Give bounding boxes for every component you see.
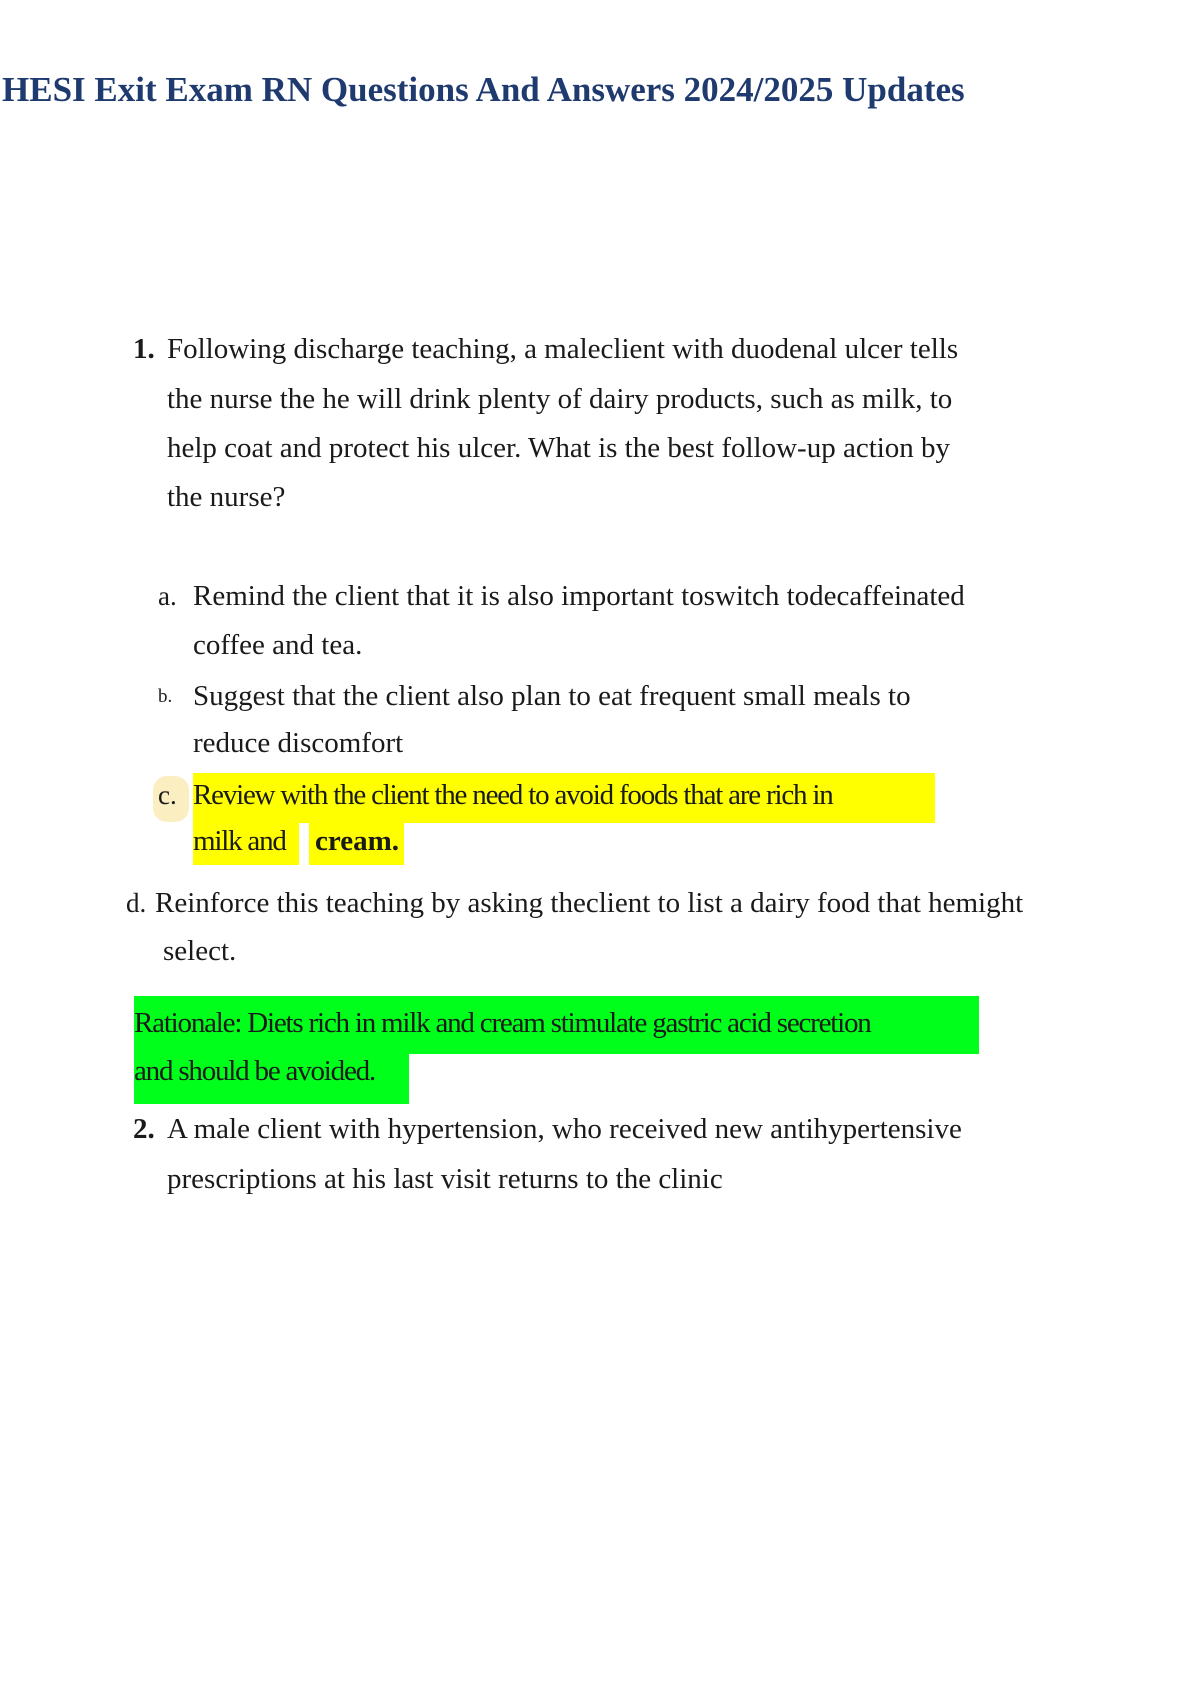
rationale-line-1: Rationale: Diets rich in milk and cream stimulate gastric acid secretion	[134, 1007, 871, 1039]
document-title: HESI Exit Exam RN Questions And Answers 2024/2025 Updates	[2, 70, 965, 109]
rationale-line-2: and should be avoided.	[134, 1055, 375, 1087]
question-1-line-1: Following discharge teaching, a maleclient with duodenal ulcer tells	[167, 333, 959, 365]
question-1-line-2: the nurse the he will drink plenty of dairy products, such as milk, to	[167, 383, 953, 415]
option-b-line-1: Suggest that the client also plan to eat frequent small meals to	[193, 680, 911, 712]
option-a-line-2: coffee and tea.	[193, 629, 363, 661]
question-2-line-2: prescriptions at his last visit returns to the clinic	[167, 1163, 723, 1195]
option-b-letter: b.	[158, 686, 173, 707]
question-1-line-4: the nurse?	[167, 481, 286, 513]
question-2-line-1: A male client with hypertension, who received new antihypertensive	[167, 1113, 962, 1145]
question-2-number: 2.	[133, 1113, 155, 1145]
option-a-letter: a.	[158, 581, 177, 611]
option-d-line-2: select.	[163, 935, 237, 967]
question-1-line-3: help coat and protect his ulcer. What is the best follow-up action by	[167, 432, 951, 464]
option-c-line-2: milk and	[193, 825, 286, 857]
option-d-line-1: Reinforce this teaching by asking theclient to list a dairy food that hemight	[155, 887, 1024, 919]
option-c-line-1: Review with the client the need to avoid foods that are rich in	[193, 779, 833, 811]
option-c-bold-tail: cream.	[315, 825, 399, 857]
option-d-letter: d.	[126, 888, 147, 918]
option-b-line-2: reduce discomfort	[193, 727, 404, 759]
question-1-number: 1.	[133, 333, 155, 365]
option-c-letter: c.	[158, 780, 177, 810]
option-a-line-1: Remind the client that it is also important toswitch todecaffeinated	[193, 580, 965, 612]
